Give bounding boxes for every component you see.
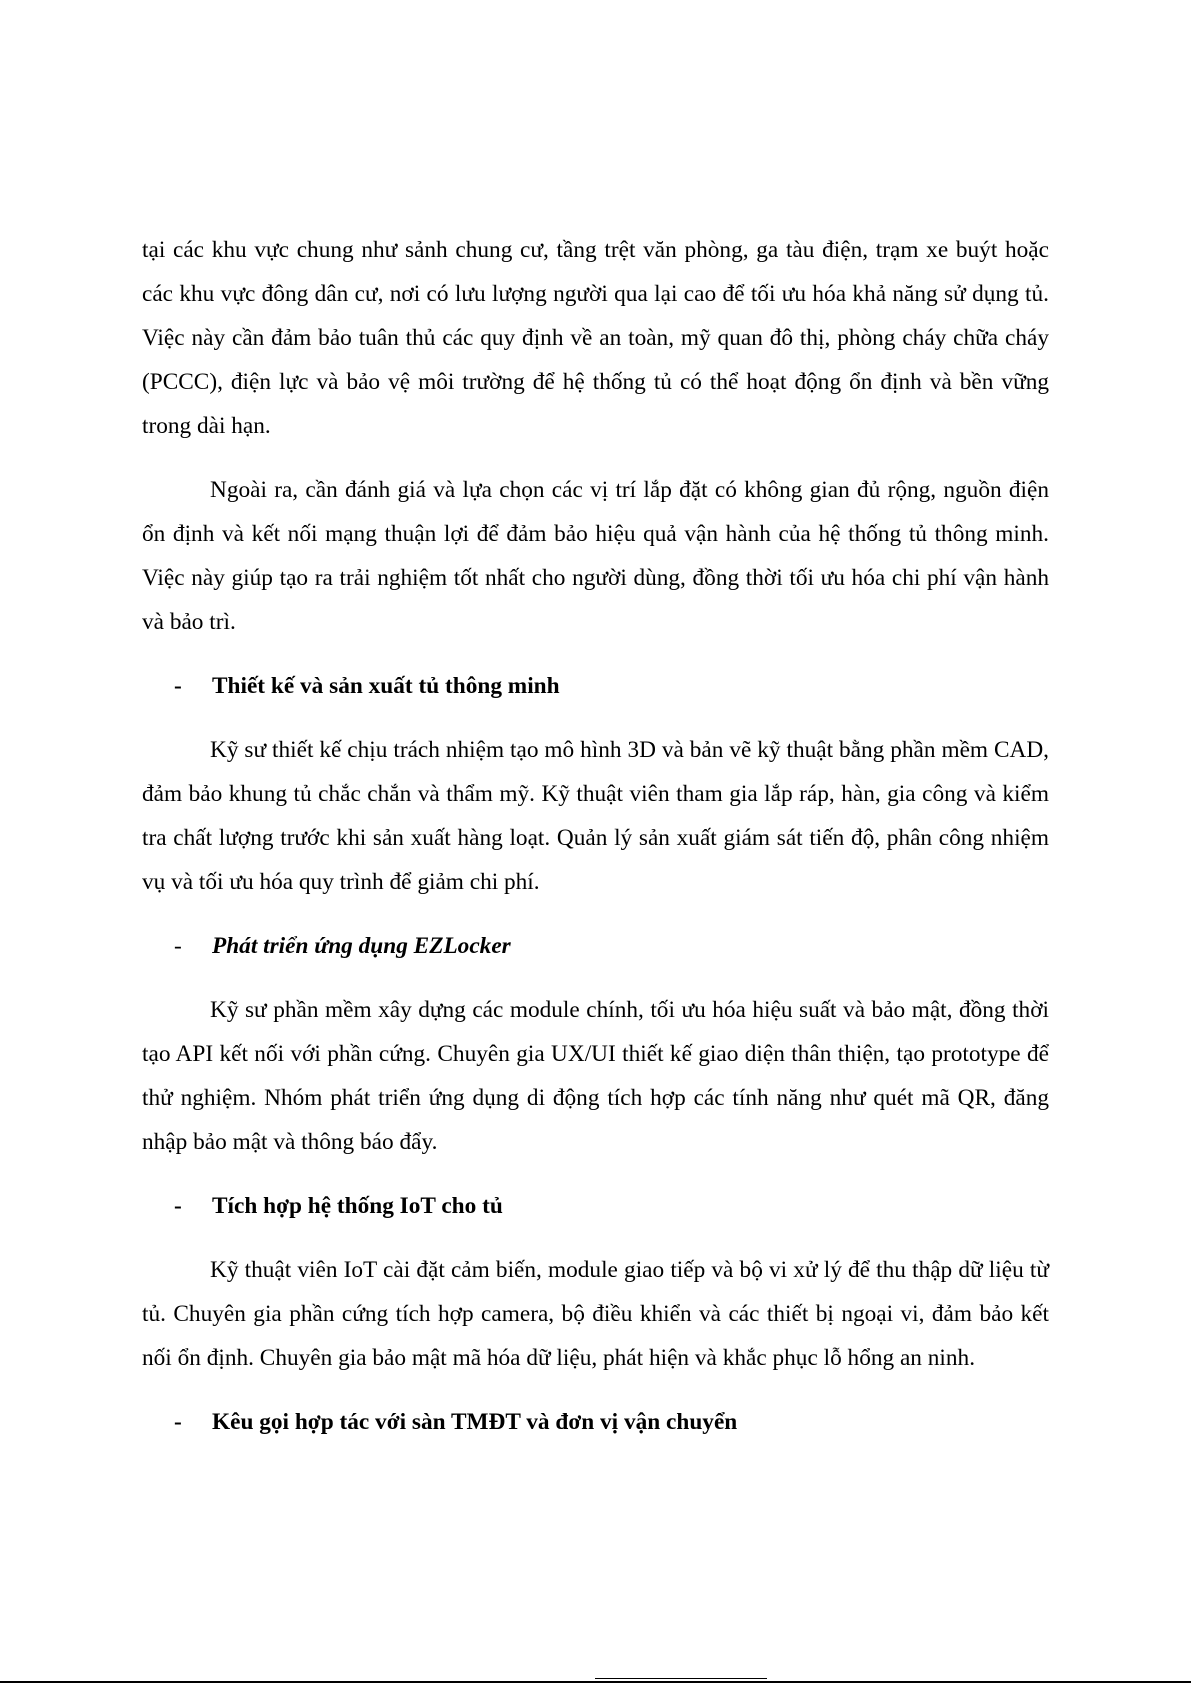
bullet-dash: - bbox=[174, 1409, 182, 1435]
section-heading-text: Tích hợp hệ thống IoT cho tủ bbox=[212, 1193, 503, 1219]
bullet-dash: - bbox=[174, 673, 182, 699]
footer-rule-accent bbox=[595, 1678, 767, 1679]
paragraph-locations: tại các khu vực chung như sảnh chung cư, tầng trệt văn phòng, ga tàu điện, trạm xe buýt hoặc các khu vực đông dân cư, nơi có lưu lượng người qua lại cao để tối ưu hóa khả năng sử dụng tủ. Việc này cần đảm bảo tuân thủ các quy định về an toàn, mỹ quan đô thị, phòng cháy chữa cháy (PCCC), điện lực và bảo vệ môi trường để hệ thống tủ có thể hoạt động ổn định và bền vững trong dài hạn. bbox=[142, 237, 1049, 439]
section-heading-design bbox=[142, 664, 1049, 708]
bullet-dash: - bbox=[174, 1193, 182, 1219]
section-heading-app bbox=[142, 924, 1049, 968]
section-heading-text: Kêu gọi hợp tác với sàn TMĐT và đơn vị vận chuyển bbox=[212, 1409, 738, 1435]
section-body-app: Kỹ sư phần mềm xây dựng các module chính, tối ưu hóa hiệu suất và bảo mật, đồng thời tạo API kết nối với phần cứng. Chuyên gia UX/UI thiết kế giao diện thân thiện, tạo prototype để thử nghiệm. Nhóm phát triển ứng dụng di động tích hợp các tính năng như quét mã QR, đăng nhập bảo mật và thông báo đẩy. bbox=[142, 997, 1049, 1155]
section-heading-iot bbox=[142, 1184, 1049, 1228]
section-heading-partnership bbox=[142, 1400, 1049, 1444]
section-body-design: Kỹ sư thiết kế chịu trách nhiệm tạo mô hình 3D và bản vẽ kỹ thuật bằng phần mềm CAD, đảm bảo khung tủ chắc chắn và thẩm mỹ. Kỹ thuật viên tham gia lắp ráp, hàn, gia công và kiểm tra chất lượng trước khi sản xuất hàng loạt. Quản lý sản xuất giám sát tiến độ, phân công nhiệm vụ và tối ưu hóa quy trình để giảm chi phí. bbox=[142, 737, 1049, 895]
section-heading-text: Thiết kế và sản xuất tủ thông minh bbox=[212, 673, 560, 699]
section-heading-text: Phát triển ứng dụng EZLocker bbox=[212, 933, 511, 959]
section-body-iot: Kỹ thuật viên IoT cài đặt cảm biến, module giao tiếp và bộ vi xử lý để thu thập dữ liệu từ tủ. Chuyên gia phần cứng tích hợp camera, bộ điều khiển và các thiết bị ngoại vi, đảm bảo kết nối ổn định. Chuyên gia bảo mật mã hóa dữ liệu, phát hiện và khắc phục lỗ hổng an ninh. bbox=[142, 1257, 1049, 1371]
paragraph-site-selection: Ngoài ra, cần đánh giá và lựa chọn các vị trí lắp đặt có không gian đủ rộng, nguồn điện ổn định và kết nối mạng thuận lợi để đảm bảo hiệu quả vận hành của hệ thống tủ thông minh. Việc này giúp tạo ra trải nghiệm tốt nhất cho người dùng, đồng thời tối ưu hóa chi phí vận hành và bảo trì. bbox=[142, 477, 1049, 635]
bullet-dash: - bbox=[174, 933, 182, 959]
footer-rule bbox=[0, 1681, 1191, 1683]
document-body bbox=[142, 228, 1049, 1444]
